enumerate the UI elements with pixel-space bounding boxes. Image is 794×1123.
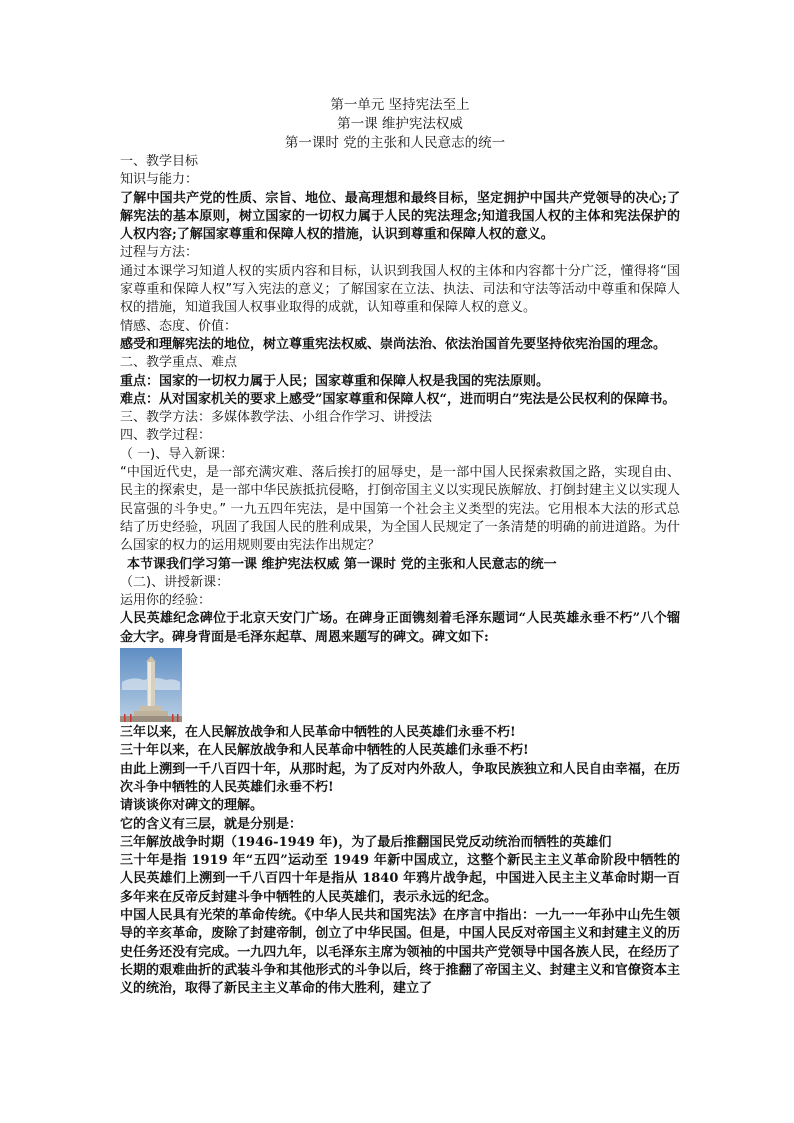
meaning-intro: 它的含义有三层，就是分别是： — [120, 816, 303, 832]
document-body — [120, 96, 680, 998]
part-1-heading: （ 一)、导入新课： — [120, 446, 234, 462]
meaning-2: 三十年是指 1919 年“五四”运动至 1949 年新中国成立，这整个新民主主义革命阶段中牺牲的人民英雄们上溯到一千八百四十年是指从 1840 年鸦片战争起，中国进入民主主义革命时期一百多年来在反帝反封建斗争中牺牲的人民英雄们，表示永远的纪念。 — [120, 853, 680, 905]
emotion-text: 感受和理解宪法的地位，树立尊重宪法权威、崇尚法治、依法治国首先要坚持依宪治国的理念。 — [120, 336, 667, 352]
inscription-line-2: 三十年以来，在人民解放战争和人民革命中牺牲的人民英雄们永垂不朽! — [120, 743, 529, 759]
key-point: 重点：国家的一切权力属于人民；国家尊重和保障人权是我国的宪法原则。 — [120, 373, 550, 389]
emotion-label: 情感、态度、价值： — [120, 318, 238, 334]
experience-label: 运用你的经验： — [120, 593, 212, 609]
section-2-heading: 二、教学重点、难点 — [120, 355, 238, 371]
meaning-1: 三年解放战争时期（1946-1949 年)，为了最后推翻国民党反动统治而牺牲的英雄们 — [120, 834, 612, 850]
lesson-title: 第一课 维护宪法权威 — [337, 116, 463, 132]
section-3-methods: 三、教学方法：多媒体教学法、小组合作学习、讲授法 — [120, 410, 433, 426]
monument-photo — [120, 648, 182, 722]
section-4-heading: 四、教学过程： — [120, 428, 212, 444]
knowledge-label: 知识与能力： — [120, 172, 199, 188]
knowledge-text: 了解中国共产党的性质、宗旨、地位、最高理想和最终目标，坚定拥护中国共产党领导的决心;了解宪法的基本原则，树立国家的一切权力属于人民的宪法理念;知道我国人权的主体和宪法保护的人权内容;了解国家尊重和保障人权的措施，认识到尊重和保障人权的意义。 — [120, 190, 680, 243]
intro-paragraph: “中国近代史，是一部充满灾难、落后挨打的屈辱史，是一部中国人民探索救国之路，实现自由、民主的探索史，是一部中华民族抵抗侵略，打倒帝国主义以实现民族解放、打倒封建主义以实现人民富强的斗争史。” 一九五四年宪法，是中国第一个社会主义类型的宪法。它用根本大法的形式总结了历史经验，巩固了我国人民的胜利成果，为全国人民规定了一条清楚的明确的前进道路。为什么国家的权力的运用规则要由宪法作出规定？ — [120, 465, 680, 554]
process-text: 通过本课学习知道人权的实质内容和目标，认识到我国人权的主体和内容都十分广泛，懂得将“国家尊重和保障人权”写入宪法的意义；了解国家在立法、执法、司法和守法等活动中尊重和保障人权的措施，知道我国人权事业取得的成就，认知尊重和保障人权的意义。 — [120, 263, 680, 316]
section-1-heading: 一、教学目标 — [120, 154, 199, 169]
monument-intro: 人民英雄纪念碑位于北京天安门广场。在碑身正面镌刻着毛泽东题词“人民英雄永垂不朽”八个镏金大字。碑身背面是毛泽东起草、周恩来题写的碑文。碑文如下: — [120, 611, 680, 645]
period-title: 第一课时 党的主张和人民意志的统一 — [284, 135, 506, 151]
part-2-heading: （二)、讲授新课： — [120, 574, 230, 590]
revolution-tradition: 中国人民具有光荣的革命传统。《中华人民共和国宪法》在序言中指出：一九一一年孙中山先生领导的辛亥革命，废除了封建帝制，创立了中华民国。但是，中国人民反对帝国主义和封建主义的历史任务还没有完成。一九四九年，以毛泽东主席为领袖的中国共产党领导中国各族人民，在经历了长期的艰难曲折的武装斗争和其他形式的斗争以后，终于推翻了帝国主义、封建主义和官僚资本主义的统治，取得了新民主主义革命的伟大胜利，建立了 — [120, 907, 680, 997]
lesson-line: 本节课我们学习第一课 维护宪法权威 第一课时 党的主张和人民意志的统一 — [127, 556, 557, 572]
inscription-line-3: 由此上溯到一千八百四十年，从那时起，为了反对内外敌人，争取民族独立和人民自由幸福，在历次斗争中牺牲的人民英雄们永垂不朽! — [120, 761, 680, 795]
difficult-point: 难点：从对国家机关的要求上感受”国家尊重和保障人权“，进而明白”宪法是公民权利的保障书。 — [120, 391, 676, 407]
discussion-question: 请谈谈你对碑文的理解。 — [120, 798, 264, 814]
process-label: 过程与方法： — [120, 245, 199, 261]
inscription-line-1: 三年以来，在人民解放战争和人民革命中牺牲的人民英雄们永垂不朽! — [120, 725, 516, 741]
unit-title: 第一单元 坚持宪法至上 — [330, 97, 470, 113]
